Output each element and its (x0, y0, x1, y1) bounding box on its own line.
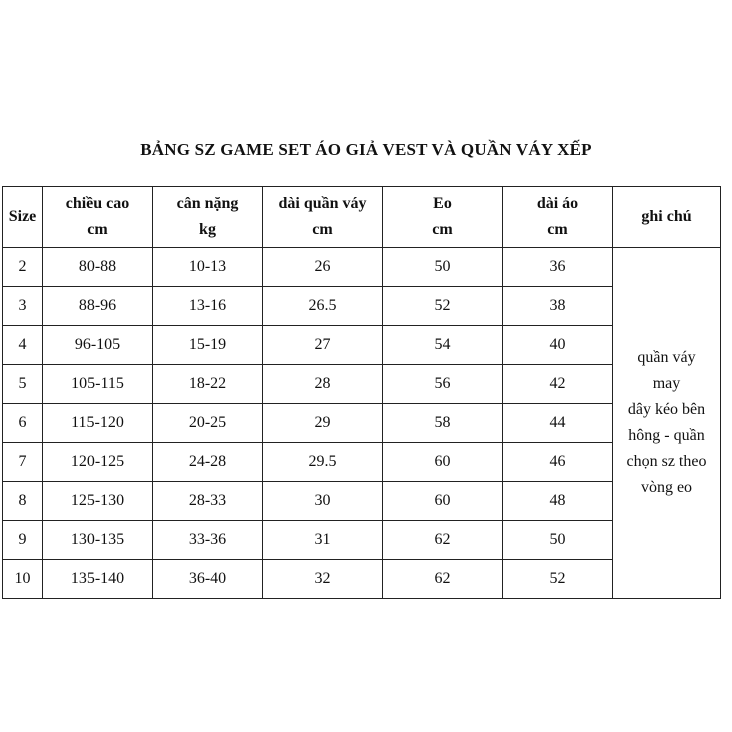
cell-height: 120-125 (43, 443, 153, 482)
note-line: chọn sz theo (626, 453, 707, 470)
header-waist: Eo cm (383, 187, 503, 248)
cell-waist: 62 (383, 521, 503, 560)
cell-skirt-length: 28 (263, 365, 383, 404)
cell-waist: 60 (383, 443, 503, 482)
cell-size: 4 (3, 326, 43, 365)
cell-size: 8 (3, 482, 43, 521)
header-weight: cân nặng kg (153, 187, 263, 248)
cell-height: 130-135 (43, 521, 153, 560)
cell-waist: 52 (383, 287, 503, 326)
note-line: hông - quần (628, 427, 705, 444)
cell-size: 6 (3, 404, 43, 443)
page-title: BẢNG SZ GAME SET ÁO GIẢ VEST VÀ QUẦN VÁY XẾP (140, 140, 592, 159)
cell-skirt-length: 32 (263, 560, 383, 599)
cell-shirt-length: 38 (503, 287, 613, 326)
cell-skirt-length: 26.5 (263, 287, 383, 326)
header-height: chiều cao cm (43, 187, 153, 248)
cell-shirt-length: 42 (503, 365, 613, 404)
table-row (3, 248, 721, 287)
cell-weight: 15-19 (153, 326, 263, 365)
cell-skirt-length: 27 (263, 326, 383, 365)
cell-size: 3 (3, 287, 43, 326)
cell-height: 125-130 (43, 482, 153, 521)
cell-skirt-length: 26 (263, 248, 383, 287)
header-size: Size (3, 187, 43, 248)
note-line: dây kéo bên (627, 401, 706, 418)
cell-weight: 10-13 (153, 248, 263, 287)
cell-height: 80-88 (43, 248, 153, 287)
cell-weight: 28-33 (153, 482, 263, 521)
size-table (2, 186, 721, 599)
note-cell (613, 248, 721, 599)
cell-height: 88-96 (43, 287, 153, 326)
cell-shirt-length: 36 (503, 248, 613, 287)
cell-size: 10 (3, 560, 43, 599)
cell-skirt-length: 30 (263, 482, 383, 521)
cell-waist: 56 (383, 365, 503, 404)
cell-waist: 50 (383, 248, 503, 287)
cell-height: 135-140 (43, 560, 153, 599)
cell-shirt-length: 40 (503, 326, 613, 365)
cell-skirt-length: 31 (263, 521, 383, 560)
cell-weight: 24-28 (153, 443, 263, 482)
cell-height: 96-105 (43, 326, 153, 365)
cell-size: 5 (3, 365, 43, 404)
cell-weight: 20-25 (153, 404, 263, 443)
cell-size: 9 (3, 521, 43, 560)
cell-height: 115-120 (43, 404, 153, 443)
cell-waist: 60 (383, 482, 503, 521)
cell-shirt-length: 52 (503, 560, 613, 599)
cell-weight: 36-40 (153, 560, 263, 599)
cell-size: 7 (3, 443, 43, 482)
cell-weight: 18-22 (153, 365, 263, 404)
cell-waist: 58 (383, 404, 503, 443)
cell-waist: 54 (383, 326, 503, 365)
header-shirt-length: dài áo cm (503, 187, 613, 248)
cell-shirt-length: 50 (503, 521, 613, 560)
cell-weight: 33-36 (153, 521, 263, 560)
note-line: vòng eo (640, 479, 693, 496)
header-skirt-length: dài quần váy cm (263, 187, 383, 248)
cell-waist: 62 (383, 560, 503, 599)
cell-skirt-length: 29 (263, 404, 383, 443)
header-note: ghi chú (613, 187, 721, 248)
cell-shirt-length: 46 (503, 443, 613, 482)
note-line: quần váy (637, 349, 696, 366)
cell-size: 2 (3, 248, 43, 287)
cell-shirt-length: 44 (503, 404, 613, 443)
cell-shirt-length: 48 (503, 482, 613, 521)
header-row (3, 187, 721, 248)
note-line: may (652, 375, 681, 392)
cell-height: 105-115 (43, 365, 153, 404)
cell-skirt-length: 29.5 (263, 443, 383, 482)
cell-weight: 13-16 (153, 287, 263, 326)
